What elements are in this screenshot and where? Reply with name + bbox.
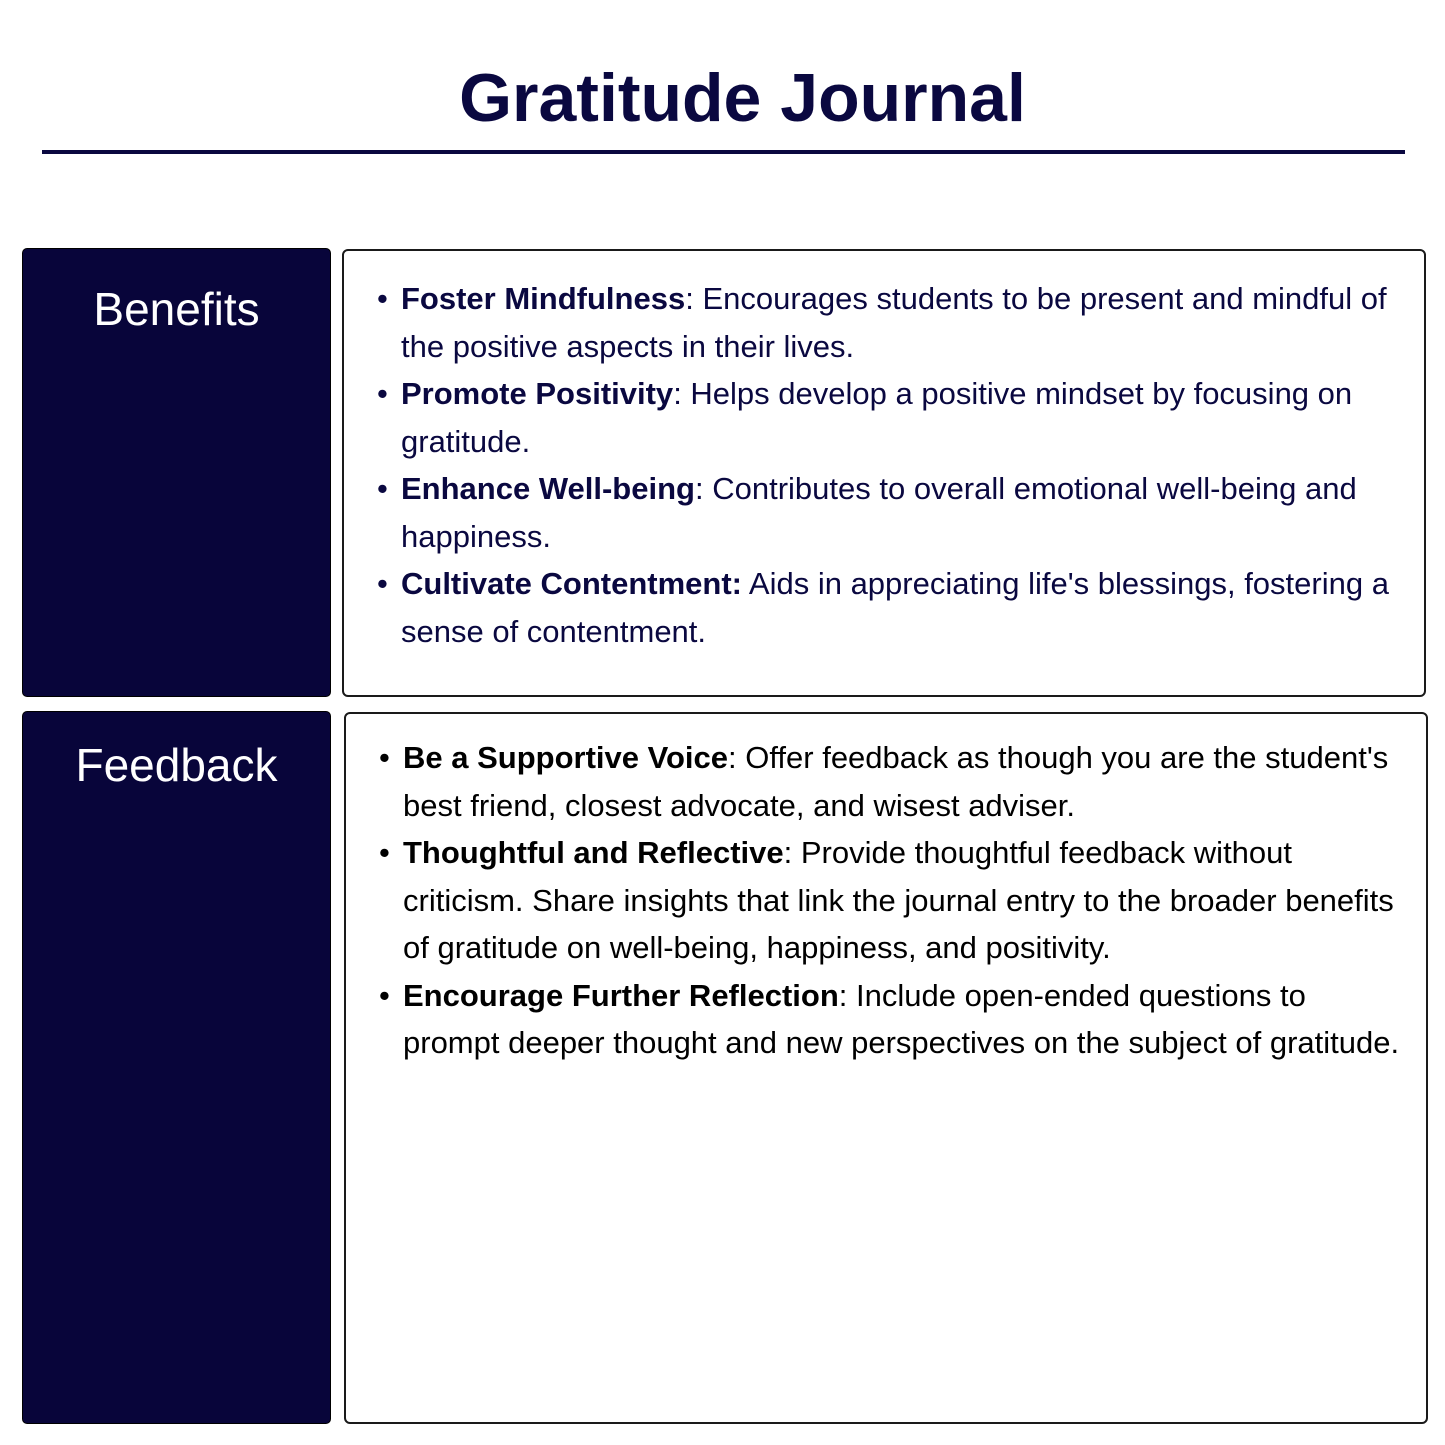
item-separator: : — [838, 977, 857, 1013]
list-item — [377, 465, 1424, 560]
item-separator: : — [685, 281, 703, 316]
list-item — [377, 370, 1424, 465]
item-separator: : — [728, 740, 746, 775]
item-term: Thoughtful and Reflective — [403, 835, 784, 870]
item-separator: : — [694, 471, 713, 506]
item-separator — [742, 566, 749, 601]
bullet-icon: • — [379, 835, 390, 870]
feedback-label: Feedback — [75, 739, 278, 791]
list-item — [377, 560, 1424, 655]
item-separator: : — [673, 376, 691, 411]
benefits-content-box — [342, 249, 1426, 697]
benefits-list — [344, 251, 1424, 655]
bullet-icon: • — [377, 376, 388, 411]
item-term: Cultivate Contentment: — [401, 566, 742, 601]
item-separator: : — [783, 835, 801, 870]
benefits-label: Benefits — [93, 283, 260, 335]
bullet-icon: • — [379, 740, 390, 775]
item-text: Encourages students to be present and mindful of the positive aspects in their lives. — [401, 281, 1387, 364]
feedback-content-box — [344, 712, 1428, 1424]
item-text: Contributes to overall emotional well-being and happiness. — [401, 471, 1357, 554]
list-item — [379, 734, 1406, 829]
item-term: Be a Supportive Voice — [403, 740, 729, 775]
item-text: Aids in appreciating life's blessings, fostering a sense of contentment. — [401, 566, 1389, 649]
item-term: Promote Positivity — [401, 376, 674, 411]
list-item — [379, 829, 1406, 972]
bullet-icon: • — [377, 566, 388, 601]
list-item — [379, 972, 1406, 1067]
item-text: Provide thoughtful feedback without criticism. Share insights that link the journal entry to the broader benefits of gratitude on well-being, happiness, and positivity. — [403, 835, 1394, 965]
item-term: Foster Mindfulness — [401, 281, 686, 316]
item-text: Helps develop a positive mindset by focusing on gratitude. — [401, 376, 1353, 459]
bullet-icon: • — [379, 977, 390, 1013]
bullet-icon: • — [377, 281, 388, 316]
list-item — [377, 275, 1424, 370]
feedback-list — [346, 714, 1426, 1067]
title-divider — [42, 150, 1405, 154]
item-term: Enhance Well-being — [401, 471, 695, 506]
bullet-icon: • — [377, 471, 388, 506]
item-text: Include open-ended questions to prompt deeper thought and new perspectives on the subject of gratitude. — [403, 977, 1400, 1060]
feedback-label-panel — [22, 711, 331, 1424]
item-text: Offer feedback as though you are the student's best friend, closest advocate, and wisest adviser. — [403, 740, 1389, 823]
page-title: Gratitude Journal — [459, 60, 1026, 136]
benefits-label-panel — [22, 248, 331, 697]
item-term: Encourage Further Reflection — [403, 977, 839, 1013]
